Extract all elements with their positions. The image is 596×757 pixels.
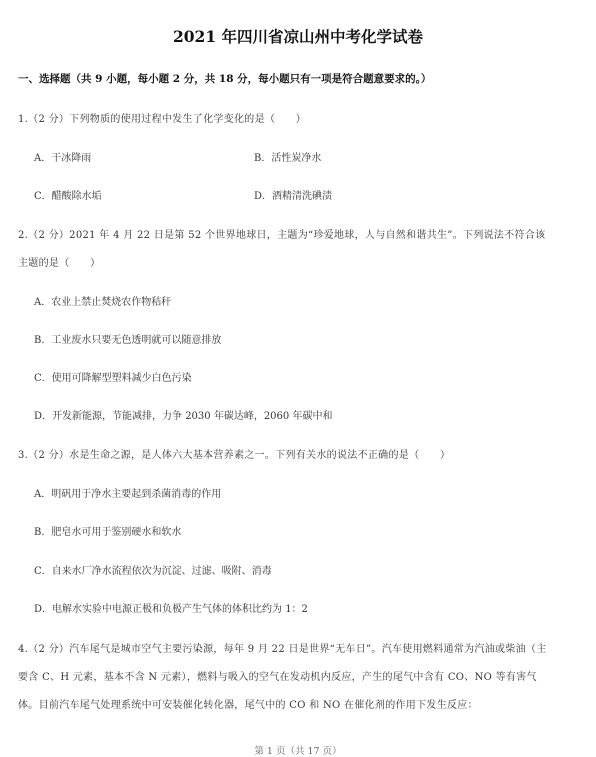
question-4-stem-line-2: 要含 C、H 元素，基本不含 N 元素），燃料与吸入的空气在发动机内反应，产生的尾气中含有 CO、NO 等有害气 [18, 672, 537, 683]
question-1-option-c: C．醋酸除水垢 [34, 191, 102, 202]
question-4-stem-line-3: 体。目前汽车尾气处理系统中可安装催化转化器，尾气中的 CO 和 NO 在催化剂的作用下发生反应： [18, 700, 478, 711]
question-2-option-c: C．使用可降解型塑料减少白色污染 [34, 373, 192, 384]
question-2-option-a: A．农业上禁止焚烧农作物秸秆 [34, 297, 172, 308]
question-2-stem-line-2: 主题的是（ ） [18, 258, 101, 269]
page-title: 2021 年四川省凉山州中考化学试卷 [172, 27, 424, 46]
question-1-option-b: B．活性炭净水 [254, 153, 322, 164]
section-header: 一、选择题（共 9 小题，每小题 2 分，共 18 分，每小题只有一项是符合题意要求的。） [18, 73, 432, 85]
question-3-stem: 3.（2 分）水是生命之源，是人体六大基本营养素之一。下列有关水的说法不正确的是（ ） [18, 450, 451, 461]
question-1-option-d: D．酒精清洗碘渍 [254, 191, 333, 202]
question-3-option-c: C．自来水厂净水流程依次为沉淀、过滤、吸附、消毒 [34, 566, 272, 577]
question-3-option-d: D．电解水实验中电源正极和负极产生气体的体积比约为 1：2 [34, 604, 308, 615]
question-1-stem: 1.（2 分）下列物质的使用过程中发生了化学变化的是（ ） [18, 114, 307, 125]
question-4-stem-line-1: 4.（2 分）汽车尾气是城市空气主要污染源，每年 9 月 22 日是世界“无车日”。汽车使用燃料通常为汽油或柴油（主 [18, 644, 547, 655]
question-2-option-d: D．开发新能源，节能减排，力争 2030 年碳达峰，2060 年碳中和 [34, 411, 333, 422]
question-1-option-a: A．干冰降雨 [34, 153, 92, 164]
question-2-option-b: B．工业废水只要无色透明就可以随意排放 [34, 335, 222, 346]
question-3-option-a: A．明矾用于净水主要起到杀菌消毒的作用 [34, 489, 222, 500]
question-3-option-b: B．肥皂水可用于鉴别硬水和软水 [34, 527, 182, 538]
question-2-stem-line-1: 2.（2 分）2021 年 4 月 22 日是第 52 个世界地球日，主题为“珍爱地球，人与自然和谐共生”。下列说法不符合该 [18, 230, 546, 241]
page-footer: 第 1 页（共 17 页） [254, 746, 342, 757]
